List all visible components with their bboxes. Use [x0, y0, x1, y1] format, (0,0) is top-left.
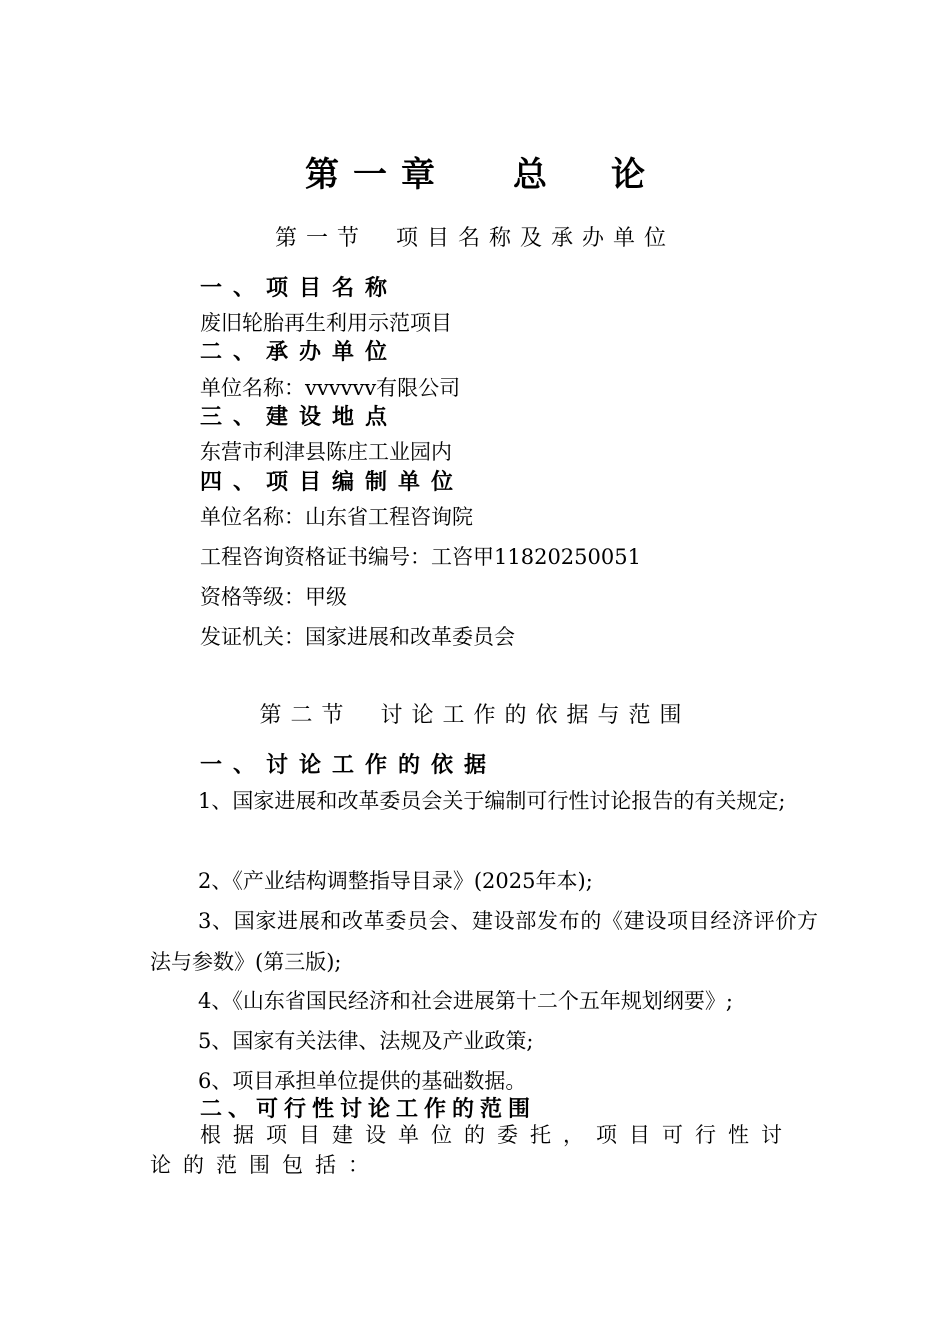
scope-text: 根据项目建设单位的委托，项目可行性讨论的范围包括： — [150, 1123, 794, 1177]
basis-item-2: 2、《产业结构调整指导目录》(2025年本); — [198, 869, 593, 893]
compiler-issuer-text: 发证机关：国家进展和改革委员会 — [200, 625, 515, 649]
site-text: 东营市利津县陈庄工业园内 — [200, 440, 452, 464]
scope-heading: 二、可行性讨论工作的范围 — [200, 1097, 537, 1122]
project-name-heading: 一、项目名称 — [200, 276, 399, 301]
chapter-title-word-1: 总 — [513, 155, 547, 195]
chapter-title-number: 第一章 — [305, 155, 449, 195]
section-2-title — [0, 705, 950, 727]
section-1-label: 第一节 — [274, 226, 368, 251]
basis-item-1: 1、国家进展和改革委员会关于编制可行性讨论报告的有关规定; — [198, 789, 786, 813]
project-name-text: 废旧轮胎再生利用示范项目 — [200, 311, 452, 335]
basis-heading: 一、讨论工作的依据 — [200, 753, 498, 778]
section-2-heading: 讨论工作的依据与范围 — [380, 703, 691, 728]
section-2-label: 第二节 — [259, 703, 353, 728]
chapter-title-word-2: 论 — [611, 155, 645, 195]
site-heading: 三、建设地点 — [200, 405, 399, 430]
undertaker-heading: 二、承办单位 — [200, 340, 399, 365]
basis-item-6: 6、项目承担单位提供的基础数据。 — [198, 1069, 527, 1093]
chapter-title — [0, 155, 950, 195]
compiler-cert-text: 工程咨询资格证书编号：工咨甲11820250051 — [200, 545, 641, 569]
compiler-grade-text: 资格等级：甲级 — [200, 585, 347, 609]
basis-item-5: 5、国家有关法律、法规及产业政策; — [198, 1029, 534, 1053]
basis-item-3: 3、国家进展和改革委员会、建设部发布的《建设项目经济评价方法与参数》(第三版); — [150, 909, 818, 974]
section-1-heading: 项目名称及承办单位 — [396, 226, 676, 251]
undertaker-text: 单位名称：vvvvvv有限公司 — [200, 376, 461, 400]
basis-item-4: 4、《山东省国民经济和社会进展第十二个五年规划纲要》; — [198, 989, 733, 1013]
section-1-title — [0, 228, 950, 250]
compiler-name-text: 单位名称：山东省工程咨询院 — [200, 505, 473, 529]
compiler-heading: 四、项目编制单位 — [200, 470, 465, 495]
